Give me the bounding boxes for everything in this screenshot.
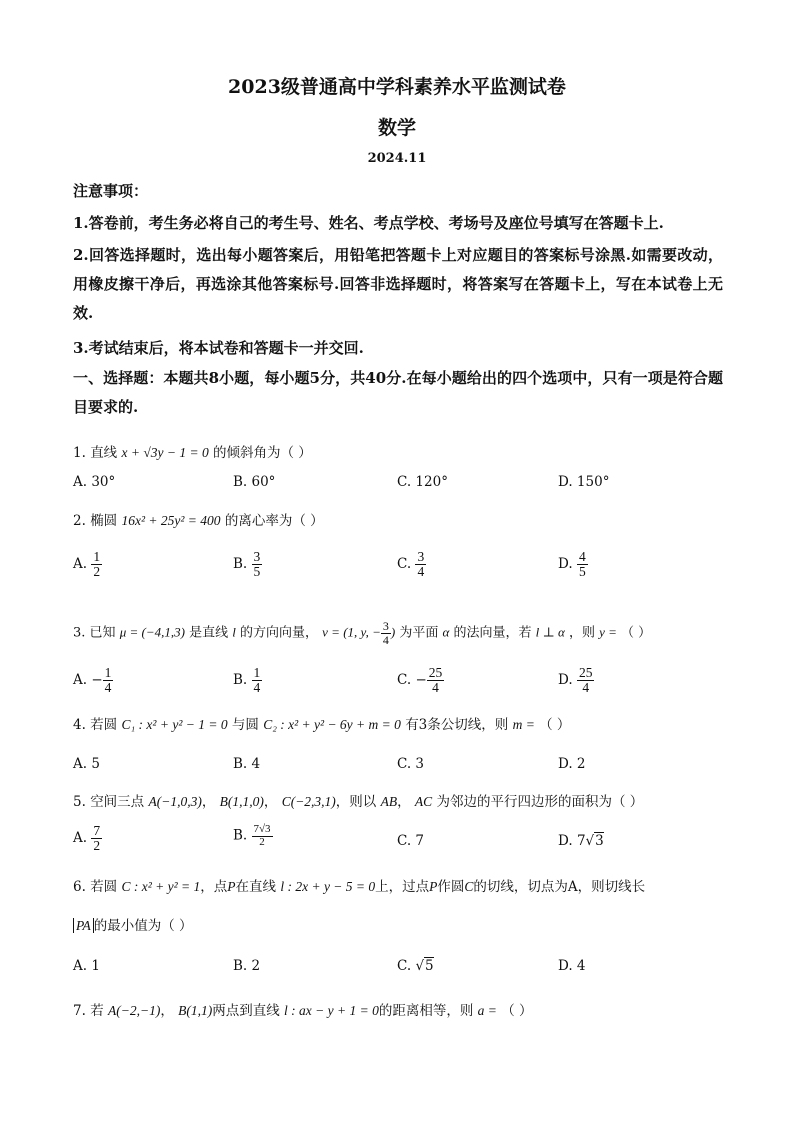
sqrt-sign: √ — [415, 958, 425, 974]
option-a: A. 5 — [73, 756, 100, 772]
fraction — [91, 550, 102, 579]
option-a — [73, 824, 102, 853]
question-number: 4. — [73, 717, 86, 733]
math-expression: 16x² + 25y² = 400 — [121, 513, 221, 528]
separator: ， — [160, 1003, 174, 1019]
denominator: 4 — [582, 680, 590, 696]
question-text: 若 — [90, 1003, 104, 1019]
numerator: 3 — [253, 549, 261, 564]
question-text: 空间三点 — [90, 794, 145, 810]
separator: ， — [263, 794, 278, 810]
question-text: 直线 — [90, 445, 118, 461]
question-text: 的切线，切点为A，则切线长 — [473, 879, 646, 895]
question-number: 6. — [73, 879, 86, 895]
math-expression: PA — [73, 918, 94, 933]
option-c — [397, 958, 434, 974]
question-7 — [73, 999, 533, 1019]
option-b: B. 2 — [233, 958, 261, 974]
fraction — [252, 666, 263, 695]
option-d — [558, 550, 588, 579]
numerator: 3 — [417, 549, 425, 564]
radicand: 5 — [425, 958, 434, 974]
option-d: D. 2 — [558, 756, 586, 772]
numerator: 25 — [428, 665, 443, 680]
numerator: 1 — [104, 665, 112, 680]
section-heading: 一、选择题：本题共8小题，每小题5分，共40分.在每小题给出的四个选项中，只有一项是符合题目要求的. — [73, 369, 723, 416]
option-a — [73, 666, 113, 695]
question-text: 若圆 — [90, 717, 118, 733]
note-item-3: 3.考试结束后，将本试卷和答题卡一并交回. — [73, 339, 364, 357]
question-text: 椭圆 — [90, 513, 118, 529]
coefficient: 7 — [576, 833, 586, 849]
sign: − — [91, 672, 103, 689]
question-text: 作圆 — [437, 879, 465, 895]
option-c: C. 3 — [397, 756, 425, 772]
notes-heading: 注意事项： — [73, 182, 149, 200]
fraction — [427, 666, 445, 695]
fraction — [415, 550, 426, 579]
question-text: 在直线 — [235, 879, 277, 895]
question-text: 的最小值为（ ） — [93, 918, 193, 934]
question-text: （ ） — [501, 1003, 533, 1019]
numerator: 1 — [253, 665, 261, 680]
math-expression: v = (1, y, − — [322, 624, 381, 640]
question-text: 若圆 — [90, 879, 118, 895]
sign: − — [415, 672, 427, 689]
denominator: 4 — [253, 680, 261, 696]
question-6-continued — [73, 914, 193, 934]
option-label: C. — [397, 958, 412, 974]
sqrt-sign: √ — [585, 833, 595, 849]
question-text: ，则 — [568, 625, 595, 641]
denominator: 5 — [578, 564, 586, 580]
math-variable: AB — [380, 794, 398, 809]
option-c: C. 120° — [397, 474, 448, 490]
option-a: A. 1 — [73, 958, 100, 974]
fraction — [577, 666, 595, 695]
fraction — [252, 824, 273, 848]
math-expression: y = — [599, 624, 617, 640]
question-text: 与圆 — [231, 717, 259, 733]
denominator: 2 — [93, 564, 101, 580]
option-label: D. — [558, 833, 573, 849]
option-d — [558, 666, 594, 695]
denominator: 2 — [93, 838, 101, 854]
question-number: 5. — [73, 794, 86, 810]
numerator: 7√3 — [253, 823, 271, 835]
denominator: 4 — [382, 632, 389, 647]
numerator: 3 — [382, 619, 389, 633]
math-expression: C₂ : x² + y² − 6y + m = 0 — [263, 717, 401, 732]
question-number: 7. — [73, 1003, 86, 1019]
question-2 — [73, 509, 324, 529]
question-text: 已知 — [89, 625, 116, 641]
option-label: D. — [558, 672, 573, 689]
math-expression: μ = (−4,1,3) — [119, 624, 185, 640]
option-label: D. — [558, 556, 573, 573]
fraction — [381, 620, 391, 646]
math-expression: B(1,1) — [178, 1003, 213, 1018]
question-text: 两点到直线 — [212, 1003, 280, 1019]
denominator: 5 — [253, 564, 261, 580]
math-expression: A(−2,−1) — [107, 1003, 161, 1018]
option-c — [397, 666, 444, 695]
option-a — [73, 550, 102, 579]
denominator: 2 — [259, 835, 265, 848]
numerator: 25 — [578, 665, 593, 680]
question-1 — [73, 441, 312, 461]
question-5 — [73, 790, 643, 810]
math-expression: C(−2,3,1) — [281, 794, 336, 809]
exam-title: 2023级普通高中学科素养水平监测试卷 — [228, 76, 566, 98]
math-expression: x + √3y − 1 = 0 — [121, 445, 209, 460]
fraction — [252, 550, 263, 579]
question-text: 的距离相等，则 — [378, 1003, 474, 1019]
question-text: 的离心率为（ ） — [224, 513, 324, 529]
question-6 — [73, 875, 645, 895]
numerator: 1 — [93, 549, 101, 564]
option-d: D. 150° — [558, 474, 610, 490]
question-text: 为平面 — [399, 625, 439, 641]
math-expression: l : ax − y + 1 = 0 — [284, 1003, 379, 1018]
question-text: 的倾斜角为（ ） — [213, 445, 312, 461]
math-expression: B(1,1,0) — [219, 794, 264, 809]
question-text: 为邻边的平行四边形的面积为（ ） — [436, 794, 644, 810]
fraction — [577, 550, 588, 579]
question-number: 3. — [73, 625, 86, 641]
question-text: （ ） — [621, 625, 652, 641]
math-expression: ) — [390, 624, 396, 640]
math-variable: α — [442, 624, 450, 640]
question-number: 1. — [73, 445, 86, 461]
option-label: B. — [233, 556, 248, 573]
option-d — [558, 833, 604, 849]
note-item-1: 1.答卷前，考生务必将自己的考生号、姓名、考点学校、考场号及座位号填写在答题卡上. — [73, 214, 664, 232]
note-item-2: 2.回答选择题时，选出每小题答案后，用铅笔把答题卡上对应题目的答案标号涂黑.如需要改动，用橡皮擦干净后，再选涂其他答案标号.回答非选择题时，将答案写在答题卡上，写在本试卷上无效. — [73, 246, 723, 322]
fraction — [91, 824, 102, 853]
option-b — [233, 824, 273, 848]
math-expression: l ⊥ α — [535, 624, 565, 640]
option-d: D. 4 — [558, 958, 586, 974]
question-text: 是直线 — [189, 625, 229, 641]
option-c: C. 7 — [397, 833, 425, 849]
denominator: 4 — [104, 680, 112, 696]
question-text: （ ） — [539, 717, 571, 733]
question-number: 2. — [73, 513, 86, 529]
radicand: 3 — [595, 833, 604, 849]
fraction — [103, 666, 114, 695]
math-expression: l : 2x + y − 5 = 0 — [280, 879, 376, 894]
option-label: B. — [233, 672, 248, 689]
exam-date: 2024.11 — [367, 151, 427, 166]
option-b: B. 4 — [233, 756, 261, 772]
separator: ， — [397, 794, 411, 810]
math-expression: m = — [512, 717, 535, 732]
subject-title: 数学 — [377, 117, 416, 139]
math-variable: P — [429, 879, 438, 894]
option-label: A. — [73, 556, 88, 573]
option-label: A. — [73, 830, 88, 847]
math-variable: AC — [414, 794, 433, 809]
math-expression: a = — [477, 1003, 497, 1018]
math-expression: C : x² + y² = 1 — [121, 879, 201, 894]
option-b — [233, 550, 262, 579]
math-variable: l — [232, 624, 236, 640]
math-variable: P — [227, 879, 236, 894]
question-4 — [73, 713, 570, 733]
option-b — [233, 666, 262, 695]
question-text: 上，过点 — [375, 879, 430, 895]
numerator: 7 — [93, 823, 101, 838]
option-label: A. — [73, 672, 88, 689]
math-expression: C₁ : x² + y² − 1 = 0 — [121, 717, 228, 732]
math-variable: C — [464, 879, 474, 894]
math-expression: A(−1,0,3) — [148, 794, 202, 809]
question-text: ，点 — [200, 879, 228, 895]
option-label: C. — [397, 672, 412, 689]
question-3 — [73, 620, 651, 646]
option-b: B. 60° — [233, 474, 276, 490]
option-label: C. — [397, 556, 412, 573]
option-c — [397, 550, 426, 579]
denominator: 4 — [417, 564, 425, 580]
question-text: 的法向量，若 — [453, 625, 532, 641]
option-label: B. — [233, 827, 248, 844]
question-text: 的方向向量， — [240, 625, 319, 641]
question-text: 有3条公切线，则 — [405, 717, 509, 733]
option-a: A. 30° — [73, 474, 116, 490]
denominator: 4 — [432, 680, 439, 696]
numerator: 4 — [578, 549, 586, 564]
separator: ， — [201, 794, 216, 810]
question-text: ，则以 — [335, 794, 377, 810]
